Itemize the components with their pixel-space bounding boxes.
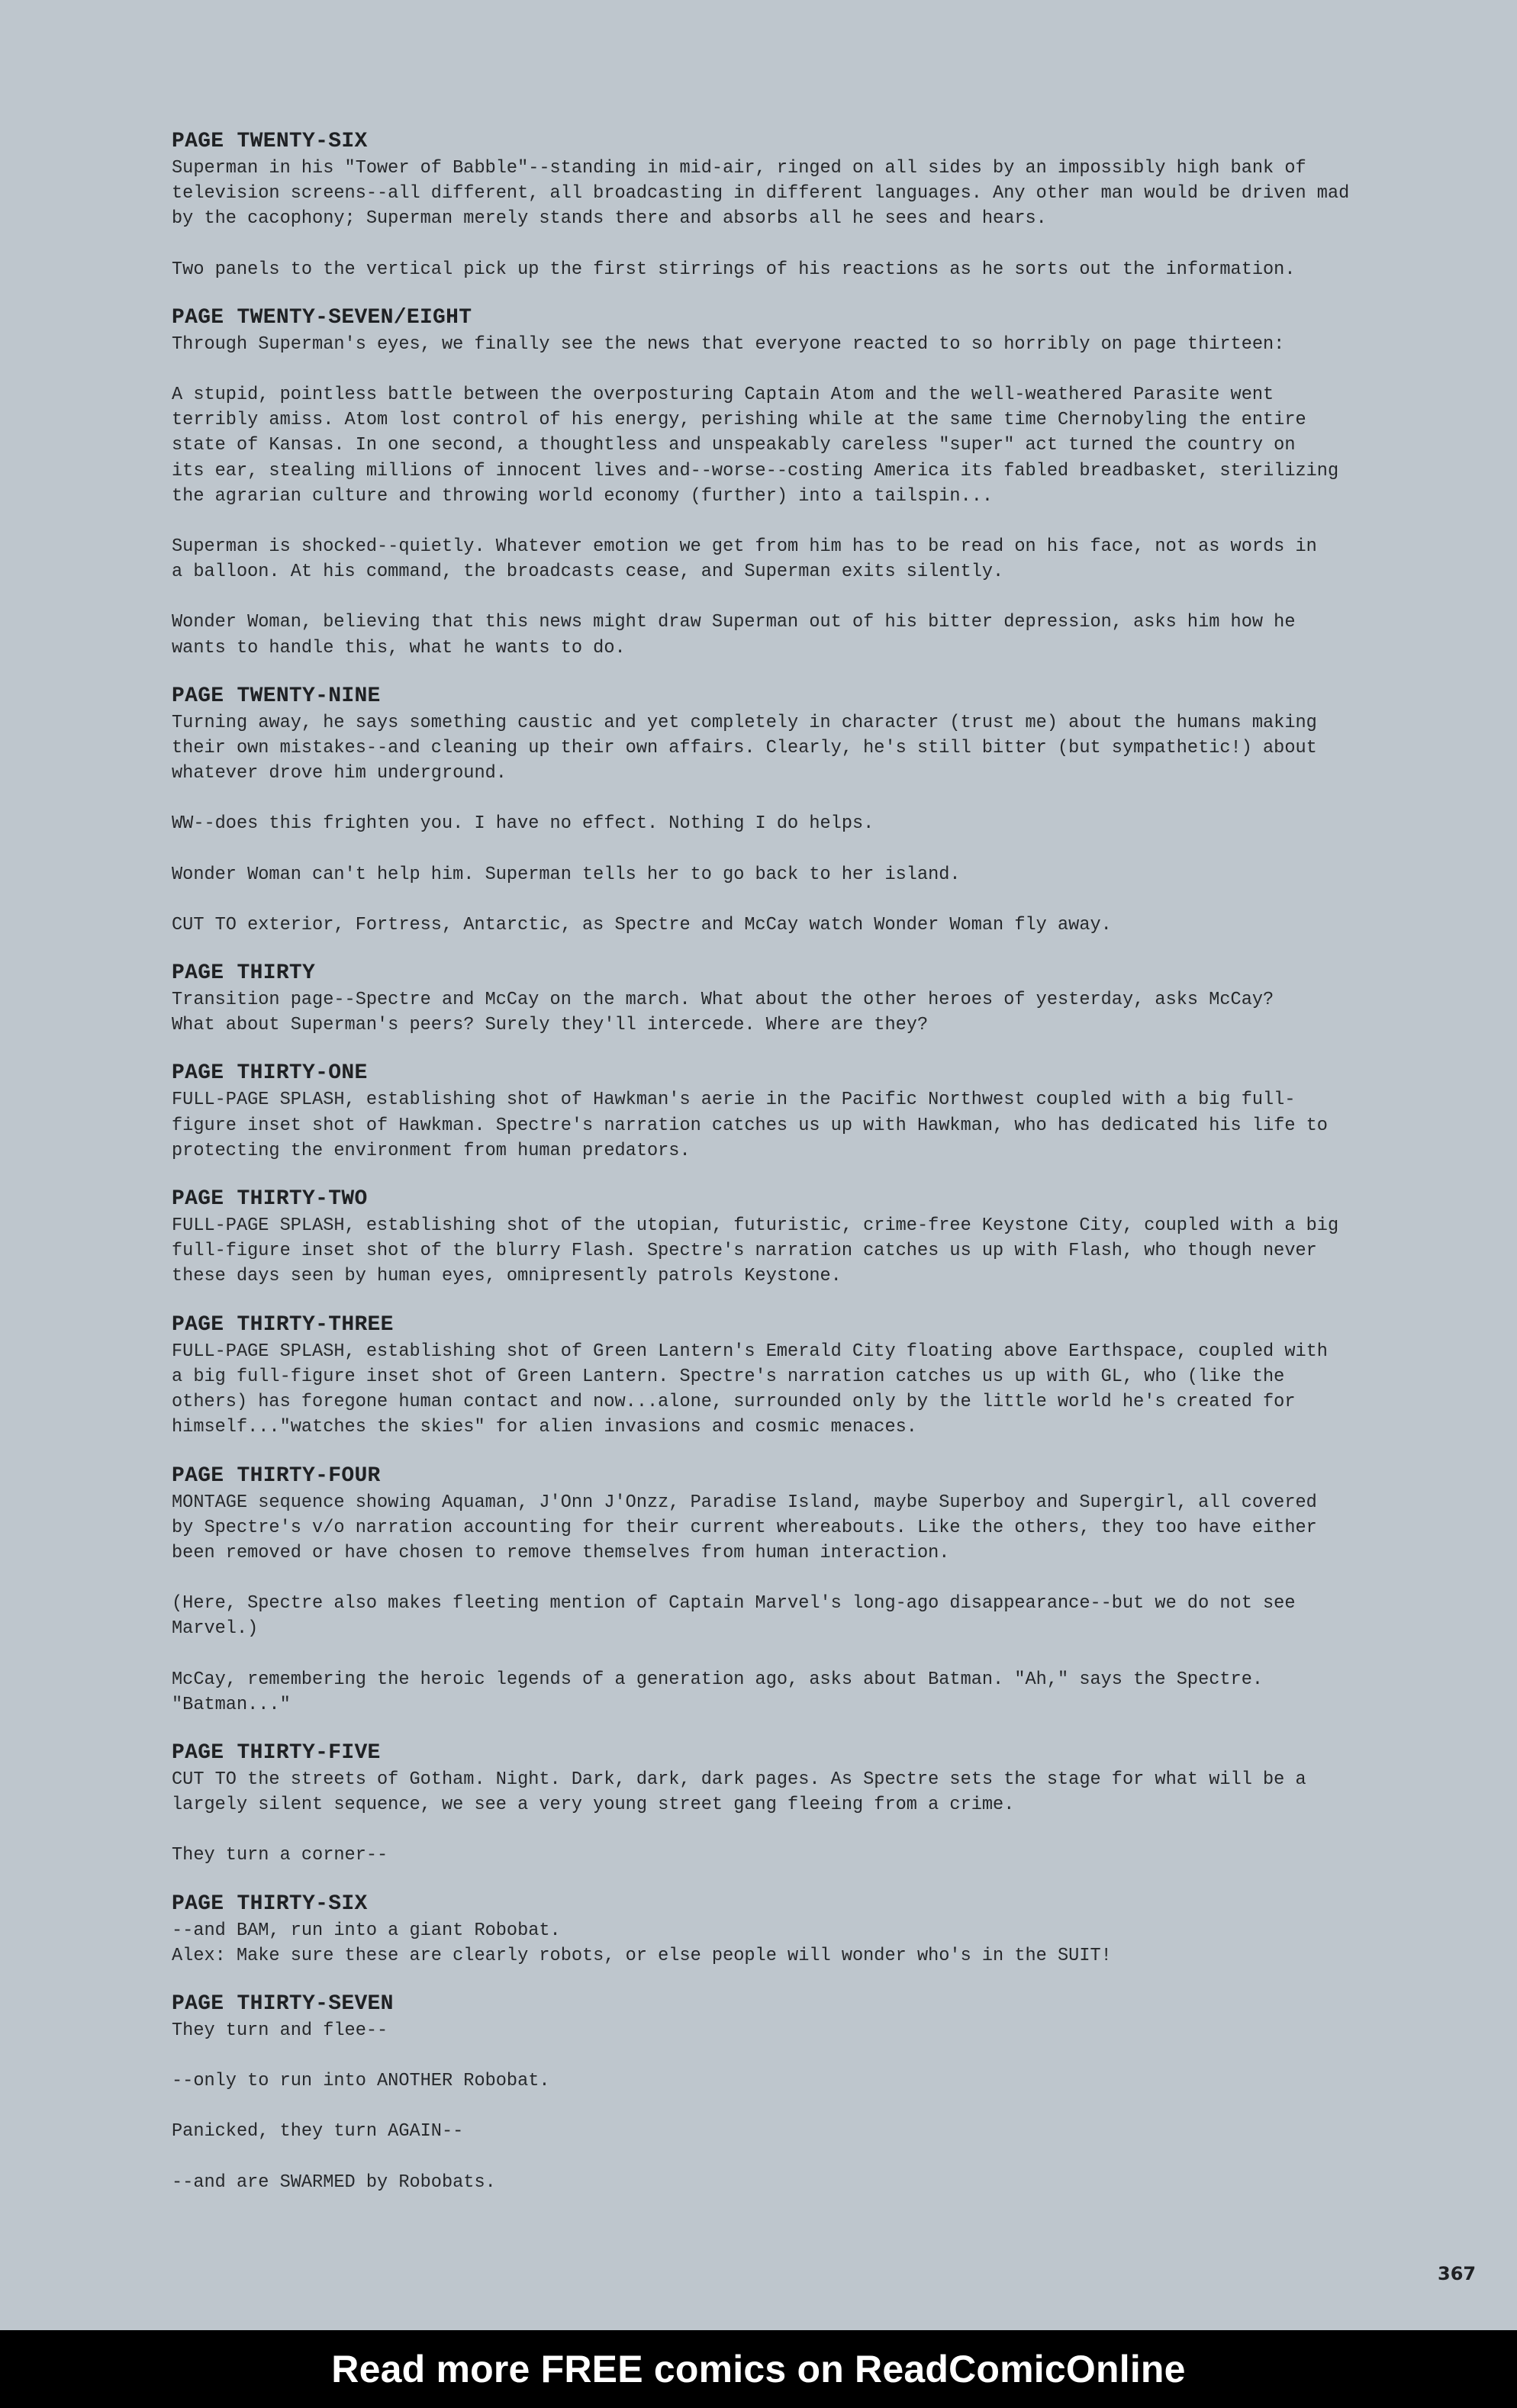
paragraph: Transition page--Spectre and McCay on the march. What about the other heroes of yesterday, asks McCay? What about Superman's peers? Surely they'll intercede. Where are they? — [172, 990, 1274, 1036]
paragraph: Superman is shocked--quietly. Whatever emotion we get from him has to be read on his face, not as words in a balloon. At his command, the broadcasts cease, and Superman exits silently. — [172, 536, 1317, 583]
paragraph: Through Superman's eyes, we finally see the news that everyone reacted to so horribly on page thirteen: — [172, 333, 1285, 355]
paragraph: --and are SWARMED by Robobats. — [172, 2171, 496, 2193]
paragraph: CUT TO the streets of Gotham. Night. Dark, dark, dark pages. As Spectre sets the stage for what will be a largely silent sequence, we see a very young street gang fleeing from a crime. — [172, 1769, 1306, 1816]
section-page-34 — [172, 1463, 1408, 1717]
paragraph: They turn a corner-- — [172, 1845, 388, 1866]
section-page-32 — [172, 1186, 1408, 1289]
paragraph: Two panels to the vertical pick up the first stirrings of his reactions as he sorts out the information. — [172, 259, 1296, 280]
section-heading: PAGE THIRTY — [172, 961, 316, 986]
paragraph: A stupid, pointless battle between the overposturing Captain Atom and the well-weathered Parasite went terribly amiss. Atom lost control of his energy, perishing while at the same time Chernobyling the entire state of Kansas. In one second, a thoughtless and unspeakably careless "super" act turned the country on its ear, stealing millions of innocent lives and--worse--costing America its fabled breadbasket, sterilizing the agrarian culture and throwing world economy (further) into a tailspin... — [172, 385, 1339, 507]
paragraph: They turn and flee-- — [172, 2020, 388, 2041]
section-page-29 — [172, 683, 1408, 938]
promo-banner[interactable] — [0, 2330, 1517, 2408]
paragraph: CUT TO exterior, Fortress, Antarctic, as Spectre and McCay watch Wonder Woman fly away. — [172, 914, 1112, 935]
paragraph: --only to run into ANOTHER Robobat. — [172, 2071, 550, 2092]
promo-banner-text[interactable]: Read more FREE comics on ReadComicOnline — [331, 2348, 1186, 2390]
section-heading: PAGE THIRTY-FOUR — [172, 1463, 381, 1488]
section-heading: PAGE THIRTY-SIX — [172, 1891, 368, 1916]
paragraph: Turning away, he says something caustic and yet completely in character (trust me) about the humans making their own mistakes--and cleaning up their own affairs. Clearly, he's still bitter (but sympathetic!) about whatever drove him underground. — [172, 712, 1317, 784]
paragraph: WW--does this frighten you. I have no effect. Nothing I do helps. — [172, 813, 874, 835]
section-page-33 — [172, 1312, 1408, 1441]
section-page-30 — [172, 960, 1408, 1038]
section-heading: PAGE TWENTY-SEVEN/EIGHT — [172, 305, 472, 330]
paragraph: Panicked, they turn AGAIN-- — [172, 2121, 464, 2142]
paragraph: FULL-PAGE SPLASH, establishing shot of Green Lantern's Emerald City floating above Earthspace, coupled with a big full-figure inset shot of Green Lantern. Spectre's narration catches us up with GL, who (like the others) has foregone human contact and now...alone, surrounded only by the little world he's created for himself..."watches the skies" for alien invasions and cosmic menaces. — [172, 1341, 1328, 1438]
section-heading: PAGE TWENTY-NINE — [172, 684, 381, 708]
paragraph: --and BAM, run into a giant Robobat. Alex: Make sure these are clearly robots, or else people will wonder who's in the SUIT! — [172, 1920, 1112, 1966]
section-page-36 — [172, 1891, 1408, 1969]
section-page-31 — [172, 1060, 1408, 1164]
paragraph: FULL-PAGE SPLASH, establishing shot of Hawkman's aerie in the Pacific Northwest coupled with a big full- figure inset shot of Hawkman. Spectre's narration catches us up with Hawkman, who has dedicated his life to protecting the environment from human predators. — [172, 1090, 1328, 1161]
section-heading: PAGE THIRTY-FIVE — [172, 1740, 381, 1765]
section-page-27-28 — [172, 304, 1408, 661]
paragraph: (Here, Spectre also makes fleeting mention of Captain Marvel's long-ago disappearance--but we do not see Marvel.) — [172, 1593, 1296, 1640]
section-heading: PAGE THIRTY-TWO — [172, 1187, 368, 1212]
paragraph: McCay, remembering the heroic legends of a generation ago, asks about Batman. "Ah," says the Spectre. "Batman..." — [172, 1669, 1264, 1715]
paragraph: FULL-PAGE SPLASH, establishing shot of the utopian, futuristic, crime-free Keystone City, coupled with a big full-figure inset shot of the blurry Flash. Spectre's narration catches us up with Flash, who though never these days seen by human eyes, omnipresently patrols Keystone. — [172, 1215, 1339, 1287]
section-heading: PAGE THIRTY-SEVEN — [172, 1991, 394, 2016]
paragraph: Wonder Woman can't help him. Superman tells her to go back to her island. — [172, 864, 961, 885]
section-page-35 — [172, 1740, 1408, 1869]
script-body — [172, 128, 1408, 2217]
paragraph: Wonder Woman, believing that this news might draw Superman out of his bitter depression, asks him how he wants to handle this, what he wants to do. — [172, 612, 1296, 658]
page-number: 367 — [1438, 2263, 1477, 2284]
section-page-37 — [172, 1991, 1408, 2195]
section-page-26 — [172, 128, 1408, 282]
section-heading: PAGE THIRTY-THREE — [172, 1312, 394, 1337]
section-heading: PAGE THIRTY-ONE — [172, 1061, 368, 1086]
paragraph: Superman in his "Tower of Babble"--standing in mid-air, ringed on all sides by an impossibly high bank of television screens--all different, all broadcasting in different languages. Any other man would be driven mad by the cacophony; Superman merely stands there and absorbs all he sees and hears. — [172, 158, 1350, 230]
section-heading: PAGE TWENTY-SIX — [172, 130, 368, 153]
paragraph: MONTAGE sequence showing Aquaman, J'Onn J'Onzz, Paradise Island, maybe Superboy and Supergirl, all covered by Spectre's v/o narration accounting for their current whereabouts. Like the others, they too have either been removed or have chosen to remove themselves from human interaction. — [172, 1492, 1317, 1563]
